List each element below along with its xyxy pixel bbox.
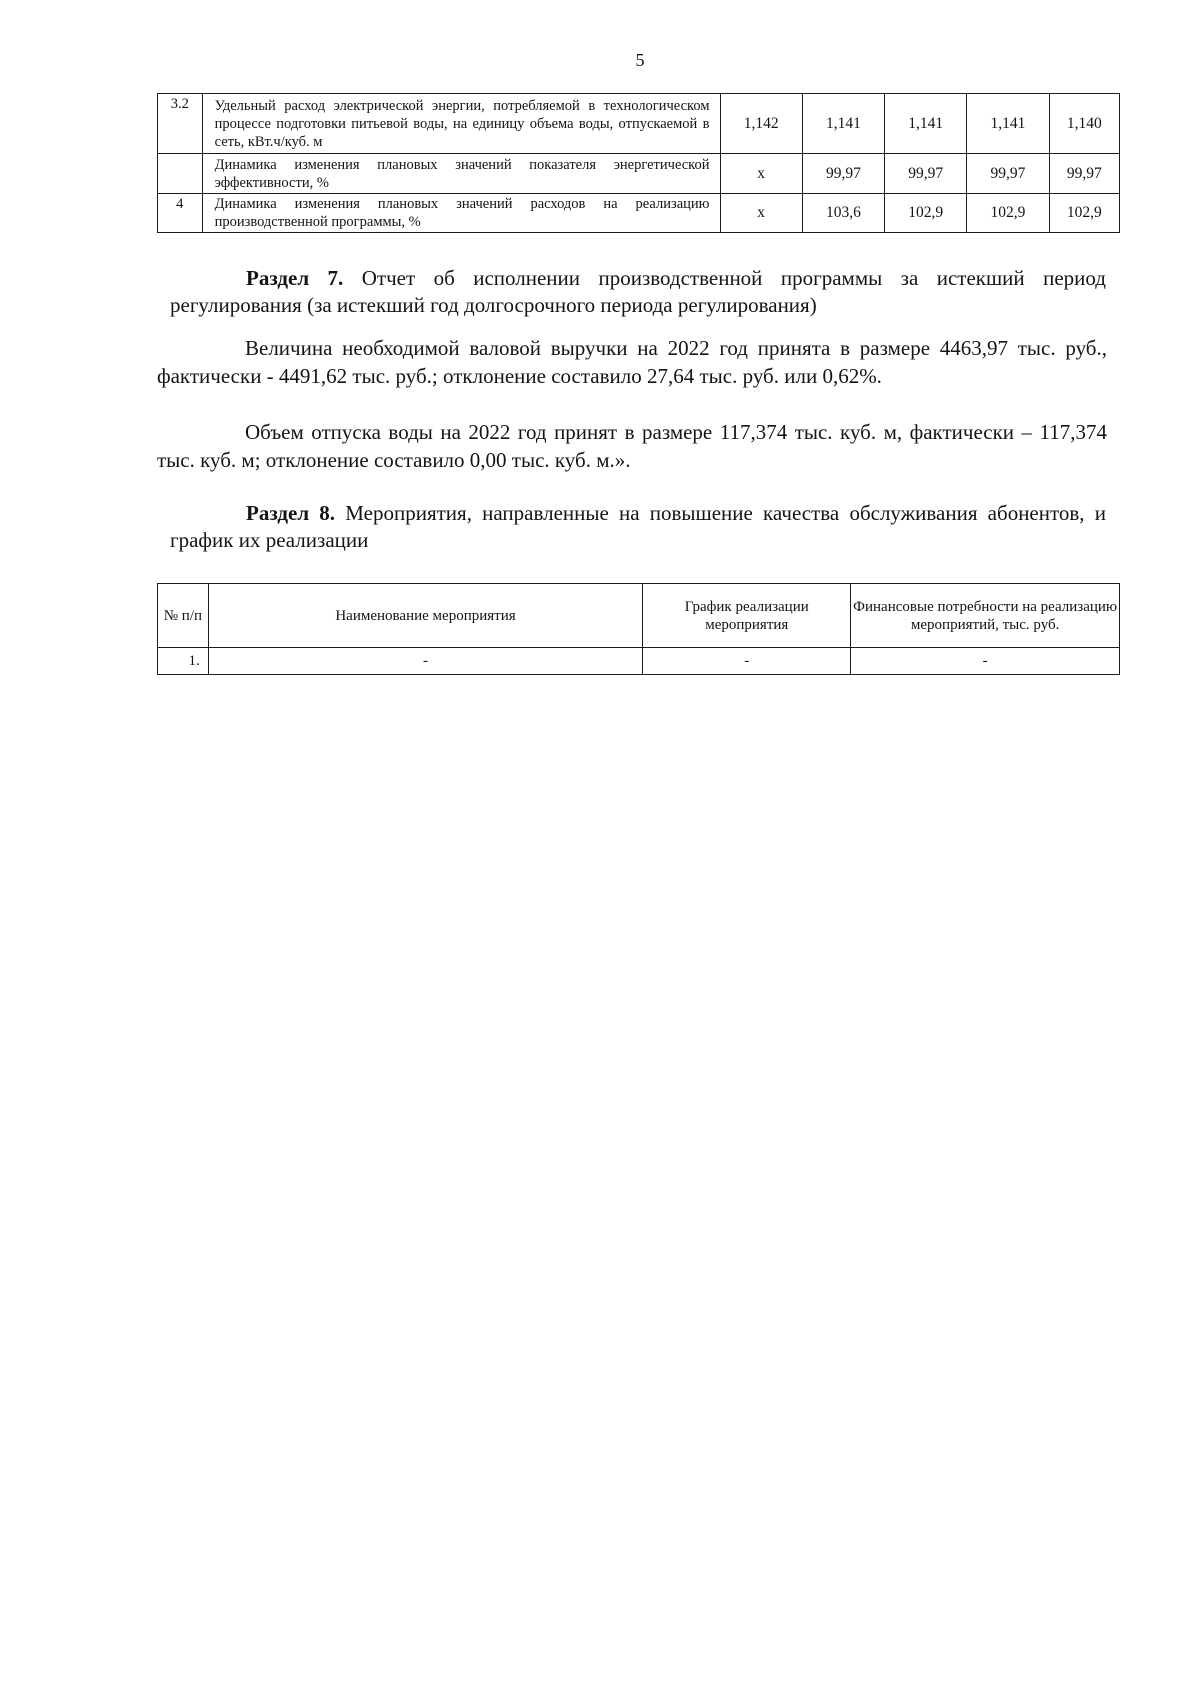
table-header-row bbox=[158, 584, 1120, 648]
section-7-title: Отчет об исполнении производственной программы за истекший период регулирования (за истекший год долгосрочного периода регулирования) bbox=[170, 266, 1106, 317]
indicators-table bbox=[157, 93, 1120, 233]
indicator-name: Удельный расход электрической энергии, потребляемой в технологическом процессе подготовки питьевой воды, на единицу объема воды, отпускаемой в сеть, кВт.ч/куб. м bbox=[202, 94, 720, 154]
indicator-name: Динамика изменения плановых значений расходов на реализацию производственной программы, % bbox=[202, 194, 720, 233]
section-7-label: Раздел 7. bbox=[246, 266, 344, 290]
indicator-value: 1,141 bbox=[885, 94, 967, 154]
row-number bbox=[158, 154, 203, 194]
event-finance: - bbox=[851, 648, 1120, 675]
indicator-value: 102,9 bbox=[967, 194, 1049, 233]
page-number: 5 bbox=[635, 50, 645, 70]
indicator-value: 1,140 bbox=[1049, 94, 1120, 154]
table-row bbox=[158, 194, 1120, 233]
indicator-value: х bbox=[720, 194, 802, 233]
indicator-value: х bbox=[720, 154, 802, 194]
row-number: 1. bbox=[158, 648, 209, 675]
section-8-title: Мероприятия, направленные на повышение качества обслуживания абонентов, и график их реализации bbox=[170, 501, 1106, 552]
indicator-value: 99,97 bbox=[1049, 154, 1120, 194]
table-row bbox=[158, 648, 1120, 675]
table-row bbox=[158, 154, 1120, 194]
section-8-label: Раздел 8. bbox=[246, 501, 336, 525]
indicator-value: 103,6 bbox=[802, 194, 884, 233]
indicator-value: 1,142 bbox=[720, 94, 802, 154]
column-header-number: № п/п bbox=[158, 584, 209, 648]
indicator-value: 99,97 bbox=[885, 154, 967, 194]
event-name: - bbox=[208, 648, 642, 675]
table-row bbox=[158, 94, 1120, 154]
indicator-value: 1,141 bbox=[967, 94, 1049, 154]
row-number: 3.2 bbox=[158, 94, 203, 154]
indicator-value: 102,9 bbox=[1049, 194, 1120, 233]
section-7-heading bbox=[170, 265, 1106, 319]
revenue-paragraph: Величина необходимой валовой выручки на 2022 год принята в размере 4463,97 тыс. руб., фактически - 4491,62 тыс. руб.; отклонение составило 27,64 тыс. руб. или 0,62%. bbox=[157, 336, 1107, 388]
indicator-value: 99,97 bbox=[967, 154, 1049, 194]
section-8-heading bbox=[170, 500, 1106, 554]
column-header-finance: Финансовые потребности на реализацию мероприятий, тыс. руб. bbox=[851, 584, 1120, 648]
column-header-name: Наименование мероприятия bbox=[208, 584, 642, 648]
indicator-value: 1,141 bbox=[802, 94, 884, 154]
column-header-schedule: График реализации мероприятия bbox=[643, 584, 851, 648]
event-schedule: - bbox=[643, 648, 851, 675]
events-table bbox=[157, 583, 1120, 675]
indicator-value: 99,97 bbox=[802, 154, 884, 194]
indicator-name: Динамика изменения плановых значений показателя энергетической эффективности, % bbox=[202, 154, 720, 194]
row-number: 4 bbox=[158, 194, 203, 233]
indicator-value: 102,9 bbox=[885, 194, 967, 233]
water-volume-paragraph: Объем отпуска воды на 2022 год принят в размере 117,374 тыс. куб. м, фактически – 117,374 тыс. куб. м; отклонение составило 0,00 тыс. куб. м.». bbox=[157, 420, 1107, 472]
